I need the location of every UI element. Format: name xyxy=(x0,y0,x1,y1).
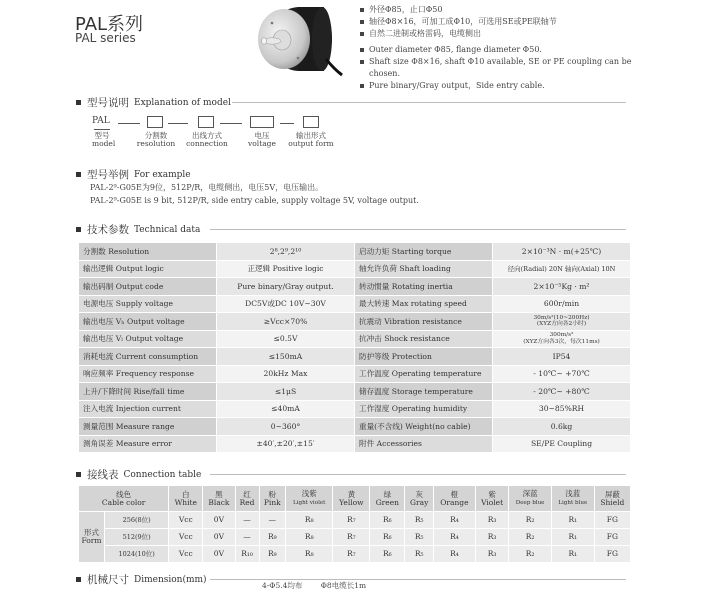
color-en: Pink xyxy=(263,497,281,507)
connection-table xyxy=(78,485,631,563)
wire-assignment: R₄ xyxy=(433,546,475,563)
connection-row xyxy=(79,512,631,529)
wire-assignment: R₁ xyxy=(551,546,594,563)
encoder-product-image xyxy=(248,3,348,81)
color-en: Light violet xyxy=(293,500,326,506)
tech-param-name: 消耗电流 Current consumption xyxy=(79,348,217,366)
example-line: PAL-2⁹-G05E is 9 bit, 512P/R, side entry cable, supply voltage 5V, voltage output. xyxy=(90,196,419,205)
tech-row xyxy=(79,313,631,331)
color-cn: 浅紫 xyxy=(301,489,317,498)
wire-assignment: R₉ xyxy=(259,529,286,546)
tech-row xyxy=(79,435,631,453)
tech-row xyxy=(79,418,631,436)
tech-param-value xyxy=(493,330,631,348)
tech-row xyxy=(79,295,631,313)
tech-param-value: 30~85%RH xyxy=(493,400,631,418)
tech-param-value: ±40′,±20′,±15′ xyxy=(217,435,355,453)
wire-assignment: R₂ xyxy=(509,546,552,563)
form-cn: 形式 xyxy=(84,528,99,537)
cable-color-cell xyxy=(169,486,203,512)
tech-param-name: 启动力矩 Starting torque xyxy=(355,243,493,261)
bullet-square-icon xyxy=(76,172,81,177)
tech-param-value: 2×10⁻³N · m(+25℃) xyxy=(493,243,631,261)
cable-color-cell xyxy=(259,486,286,512)
tech-param-name: 响应频率 Frequency response xyxy=(79,365,217,383)
cable-color-cell xyxy=(433,486,475,512)
wire-assignment: R₇ xyxy=(333,529,370,546)
tech-row xyxy=(79,365,631,383)
section-divider xyxy=(232,102,626,103)
tech-row xyxy=(79,260,631,278)
cable-color-cell xyxy=(333,486,370,512)
tech-param-name: 输出电压 Vₗ Output voltage xyxy=(79,330,217,348)
section-example-heading xyxy=(76,167,191,182)
page-subtitle: PAL series xyxy=(75,31,136,45)
color-cn: 白 xyxy=(182,489,190,499)
tech-param-name: 工作温度 Operating temperature xyxy=(355,365,493,383)
wire-assignment: R₄ xyxy=(433,529,475,546)
form-label xyxy=(79,512,105,563)
tech-param-name: 分割数 Resolution xyxy=(79,243,217,261)
wire-assignment: R₃ xyxy=(475,512,509,529)
tech-param-name: 输出逻辑 Output logic xyxy=(79,260,217,278)
model-dash xyxy=(220,123,242,124)
resolution-label: 256(8位) xyxy=(105,512,169,529)
model-prefix: PAL xyxy=(92,116,110,126)
model-diagram xyxy=(92,114,352,156)
wire-assignment: Vcc xyxy=(169,512,203,529)
wire-assignment: FG xyxy=(594,546,630,563)
voltage-box xyxy=(250,116,274,128)
color-cn: 粉 xyxy=(268,489,277,499)
color-en: Black xyxy=(208,497,230,507)
feature-item: 自然二进制或格雷码，电缆侧出 xyxy=(360,28,650,40)
color-en: Deep blue xyxy=(515,500,545,506)
tech-value-line: 30m/s²(10~200Hz) xyxy=(533,314,590,321)
cable-color-cell xyxy=(551,486,594,512)
tech-param-name: 输出电压 Vₕ Output voltage xyxy=(79,313,217,331)
resolution-box xyxy=(147,116,163,128)
connection-row xyxy=(79,546,631,563)
color-en: Yellow xyxy=(339,497,364,507)
section-title-en: Dimension(mm) xyxy=(134,574,207,585)
tech-param-value: 0~360° xyxy=(217,418,355,436)
feature-item: Shaft size Φ8×16, shaft Φ10 available, SE or PE coupling can be chosen. xyxy=(360,56,650,80)
section-title-cn: 型号说明 xyxy=(87,97,129,109)
cable-color-header xyxy=(79,486,169,512)
wire-assignment: R₁ xyxy=(551,512,594,529)
color-en: Red xyxy=(239,497,255,507)
dimension-note: Φ8电缆长1m xyxy=(320,581,367,590)
cable-color-cell xyxy=(203,486,235,512)
cable-color-cell xyxy=(509,486,552,512)
color-cn: 浅蓝 xyxy=(565,489,581,498)
example-line: PAL-2⁹-G05E为9位，512P/R，电缆侧出，电压5V，电压输出。 xyxy=(90,183,324,192)
tech-param-name: 上升/下降时间 Rise/fall time xyxy=(79,383,217,401)
cable-color-cell xyxy=(475,486,509,512)
color-cn: 绿 xyxy=(383,489,392,499)
tech-value-line: (XYZ方向各2小时) xyxy=(536,321,587,328)
wire-assignment: R₆ xyxy=(370,512,405,529)
wire-assignment: Vcc xyxy=(169,529,203,546)
tech-param-name: 工作湿度 Operating humidity xyxy=(355,400,493,418)
color-en: Orange xyxy=(440,497,469,507)
color-cn: 深蓝 xyxy=(522,489,538,498)
section-model-heading xyxy=(76,95,231,110)
tech-param-name: 最大转速 Max rotating speed xyxy=(355,295,493,313)
tech-param-value: - 10℃~ +70℃ xyxy=(493,365,631,383)
tech-param-value xyxy=(493,313,631,331)
dimension-note: 4-Φ5.4均布 xyxy=(262,581,303,590)
tech-param-name: 重量(不含线) Weight(no cable) xyxy=(355,418,493,436)
feature-item: 外径Φ85，止口Φ50 xyxy=(360,4,650,16)
color-en: Shield xyxy=(600,497,625,507)
model-dash xyxy=(280,123,294,124)
tech-row xyxy=(79,400,631,418)
page-title: PAL系列 xyxy=(75,14,144,35)
tech-param-value: - 20℃~ +80℃ xyxy=(493,383,631,401)
tech-param-name: 抗震动 Vibration resistance xyxy=(355,313,493,331)
feature-list xyxy=(360,4,650,92)
cable-color-cell xyxy=(405,486,434,512)
tech-param-name: 转动惯量 Rotating inertia xyxy=(355,278,493,296)
tech-param-value: ≤0.5V xyxy=(217,330,355,348)
color-cn: 黄 xyxy=(347,489,356,499)
tech-param-name: 抗冲击 Shock resistance xyxy=(355,330,493,348)
tech-param-value: 2⁸,2⁹,2¹⁰ xyxy=(217,243,355,261)
wire-assignment: Vcc xyxy=(169,546,203,563)
tech-param-value: ≤150mA xyxy=(217,348,355,366)
section-title-en: Connection table xyxy=(123,469,202,480)
tech-row xyxy=(79,278,631,296)
model-part-connection: 出线方式 connection xyxy=(186,131,228,148)
wire-assignment: FG xyxy=(594,512,630,529)
section-title-en: Technical data xyxy=(134,224,201,235)
model-dash xyxy=(168,123,188,124)
tech-param-name: 轴允许负荷 Shaft loading xyxy=(355,260,493,278)
tech-value-line: 300m/s² xyxy=(549,332,574,339)
color-en: Gray xyxy=(410,497,429,507)
bullet-square-icon xyxy=(76,227,81,232)
color-cn: 屏蔽 xyxy=(604,489,620,499)
tech-param-name: 防护等级 Protection xyxy=(355,348,493,366)
color-cn: 红 xyxy=(243,489,251,499)
tech-row xyxy=(79,348,631,366)
tech-param-name: 储存温度 Storage temperature xyxy=(355,383,493,401)
connection-box xyxy=(198,116,214,128)
connection-header-row xyxy=(79,486,631,512)
wire-assignment: R₆ xyxy=(370,529,405,546)
feature-item: 轴径Φ8×16，可加工成Φ10，可选用SE或PE联轴节 xyxy=(360,16,650,28)
wire-assignment: R₈ xyxy=(286,546,333,563)
cable-color-cell xyxy=(286,486,333,512)
wire-assignment: R₁₀ xyxy=(235,546,259,563)
section-divider xyxy=(210,229,626,230)
wire-assignment: — xyxy=(235,512,259,529)
section-title-en: Explanation of model xyxy=(134,97,231,108)
color-en: Green xyxy=(375,497,399,507)
wire-assignment: R₅ xyxy=(405,546,434,563)
tech-param-name: 测量范围 Measure range xyxy=(79,418,217,436)
resolution-label: 512(9位) xyxy=(105,529,169,546)
tech-param-value: ≥Vcc×70% xyxy=(217,313,355,331)
section-tech-heading xyxy=(76,222,200,237)
model-part-output: 输出形式 output form xyxy=(288,131,334,148)
header-cn: 线色 xyxy=(116,489,132,499)
wire-assignment: R₄ xyxy=(433,512,475,529)
wire-assignment: — xyxy=(259,512,286,529)
wire-assignment: R₁ xyxy=(551,529,594,546)
tech-param-value: 正逻辑 Positive logic xyxy=(217,260,355,278)
wire-assignment: R₅ xyxy=(405,529,434,546)
tech-param-name: 电源电压 Supply voltage xyxy=(79,295,217,313)
tech-row xyxy=(79,243,631,261)
tech-param-value: 20kHz Max xyxy=(217,365,355,383)
cable-color-cell xyxy=(370,486,405,512)
color-cn: 灰 xyxy=(415,489,423,499)
bullet-square-icon xyxy=(76,100,81,105)
section-title-cn: 机械尺寸 xyxy=(87,574,129,586)
section-title-cn: 型号举例 xyxy=(87,169,129,181)
wire-assignment: 0V xyxy=(203,512,235,529)
tech-param-value: Pure binary/Gray output. xyxy=(217,278,355,296)
wire-assignment: R₃ xyxy=(475,529,509,546)
cable-color-cell xyxy=(235,486,259,512)
tech-param-name: 输出码制 Output code xyxy=(79,278,217,296)
tech-param-value: ≤40mA xyxy=(217,400,355,418)
tech-row xyxy=(79,383,631,401)
model-part-voltage: 电压 voltage xyxy=(248,131,276,148)
section-title-cn: 技术参数 xyxy=(87,224,129,236)
color-en: Violet xyxy=(481,497,504,507)
model-underline xyxy=(94,129,110,130)
section-connection-heading xyxy=(76,467,201,482)
wire-assignment: FG xyxy=(594,529,630,546)
tech-param-name: 附件 Accessories xyxy=(355,435,493,453)
tech-param-value: SE/PE Coupling xyxy=(493,435,631,453)
tech-param-value: 0.6kg xyxy=(493,418,631,436)
feature-item: Outer diameter Φ85, flange diameter Φ50. xyxy=(360,44,650,56)
color-en: White xyxy=(174,497,197,507)
model-dash xyxy=(118,123,140,124)
tech-param-value: 径向(Radial) 20N 轴向(Axial) 10N xyxy=(493,260,631,278)
tech-param-value: ≤1μS xyxy=(217,383,355,401)
wire-assignment: R₈ xyxy=(286,512,333,529)
section-title-cn: 接线表 xyxy=(87,469,119,481)
example-text xyxy=(90,181,419,207)
color-cn: 紫 xyxy=(488,489,496,499)
dimension-notes xyxy=(262,580,382,591)
technical-data-table xyxy=(78,242,631,453)
wire-assignment: — xyxy=(235,529,259,546)
model-part-resolution: 分割数 resolution xyxy=(136,131,176,148)
wire-assignment: R₅ xyxy=(405,512,434,529)
cable-color-cell xyxy=(594,486,630,512)
wire-assignment: R₈ xyxy=(286,529,333,546)
color-cn: 黑 xyxy=(215,489,223,499)
wire-assignment: 0V xyxy=(203,529,235,546)
color-cn: 橙 xyxy=(450,489,459,499)
section-divider xyxy=(210,474,626,475)
wire-assignment: R₆ xyxy=(370,546,405,563)
tech-value-line: (XYZ方向各3次，每次11ms) xyxy=(523,338,600,345)
header-en: Cable color xyxy=(101,497,146,507)
section-title-en: For example xyxy=(134,169,191,180)
feature-item: Pure binary/Gray output，Side entry cable. xyxy=(360,80,650,92)
tech-param-value: 600r/min xyxy=(493,295,631,313)
wire-assignment: R₉ xyxy=(259,546,286,563)
wire-assignment: 0V xyxy=(203,546,235,563)
bullet-square-icon xyxy=(76,472,81,477)
section-dimension-heading xyxy=(76,572,207,587)
wire-assignment: R₃ xyxy=(475,546,509,563)
tech-param-value: DC5V或DC 10V~30V xyxy=(217,295,355,313)
model-part-model: 型号 model xyxy=(92,131,116,148)
bullet-square-icon xyxy=(76,577,81,582)
tech-param-name: 注入电流 Injection current xyxy=(79,400,217,418)
wire-assignment: R₇ xyxy=(333,512,370,529)
connection-row xyxy=(79,529,631,546)
wire-assignment: R₇ xyxy=(333,546,370,563)
tech-row xyxy=(79,330,631,348)
tech-param-value: 2×10⁻⁵Kg · m² xyxy=(493,278,631,296)
tech-param-value: IP54 xyxy=(493,348,631,366)
resolution-label: 1024(10位) xyxy=(105,546,169,563)
wire-assignment: R₂ xyxy=(509,512,552,529)
wire-assignment: R₂ xyxy=(509,529,552,546)
tech-param-name: 测角误差 Measure error xyxy=(79,435,217,453)
output-form-box xyxy=(303,116,319,128)
form-en: Form xyxy=(81,536,102,545)
color-en: Light blue xyxy=(558,500,588,506)
